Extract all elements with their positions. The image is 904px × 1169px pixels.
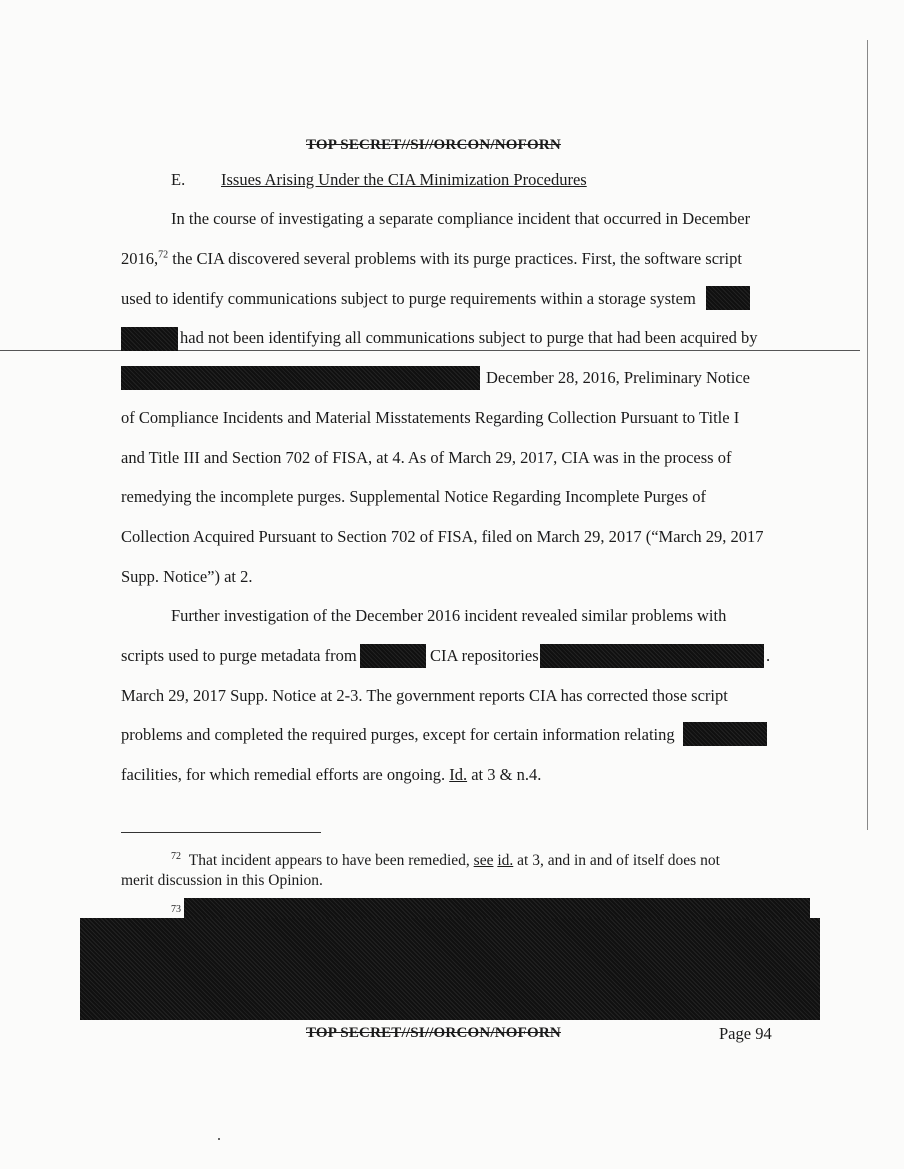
citation-id: Id. <box>449 765 468 784</box>
redaction-box <box>540 644 764 668</box>
scan-margin-line <box>867 40 868 830</box>
redaction-box <box>706 286 750 310</box>
body-line-4: had not been identifying all communications subject to purge that had been acquired by <box>180 328 758 347</box>
body-line-12b: CIA repositories <box>430 646 539 665</box>
body-line-12c: . <box>766 646 771 665</box>
body-text: at 3 & n.4. <box>467 765 542 784</box>
redaction-box <box>121 327 178 351</box>
body-line-1: In the course of investigating a separate compliance incident that occurred in December <box>171 209 751 228</box>
citation-see: see <box>473 852 494 870</box>
footer-classification: TOP SECRET//SI//ORCON/NOFORN <box>306 1025 561 1041</box>
footnote-72-line-2: merit discussion in this Opinion. <box>121 872 323 889</box>
header-classification: TOP SECRET//SI//ORCON/NOFORN <box>306 137 561 153</box>
footnote-number-72: 72 <box>171 851 181 862</box>
body-line-15 <box>121 765 541 785</box>
body-text: facilities, for which remedial efforts are ongoing. <box>121 765 450 784</box>
body-text: the CIA discovered several problems with its purge practices. First, the software script <box>168 249 742 268</box>
body-line-14: problems and completed the required purges, except for certain information relating <box>121 725 675 744</box>
body-line-5: December 28, 2016, Preliminary Notice <box>486 368 750 387</box>
body-line-7: and Title III and Section 702 of FISA, at 4. As of March 29, 2017, CIA was in the process of <box>121 448 732 467</box>
redaction-box <box>683 722 767 746</box>
page-number: Page 94 <box>719 1024 772 1043</box>
body-line-2 <box>121 249 742 269</box>
body-line-3: used to identify communications subject to purge requirements within a storage system <box>121 289 696 308</box>
footnote-separator <box>121 832 321 833</box>
body-line-11: Further investigation of the December 2016 incident revealed similar problems with <box>171 606 727 625</box>
body-line-9: Collection Acquired Pursuant to Section 702 of FISA, filed on March 29, 2017 (“March 29, 2017 <box>121 527 764 546</box>
citation-id: id. <box>497 852 514 870</box>
footnote-text: That incident appears to have been remedied, <box>188 852 474 870</box>
footnote-73-redaction <box>184 898 810 920</box>
body-line-10: Supp. Notice”) at 2. <box>121 567 253 586</box>
section-title: Issues Arising Under the CIA Minimization Procedures <box>221 170 587 189</box>
footnote-73-redaction <box>80 918 820 1020</box>
footnote-72-line-1 <box>171 851 720 870</box>
footnote-number-73: 73 <box>171 904 181 915</box>
body-line-8: remedying the incomplete purges. Supplemental Notice Regarding Incomplete Purges of <box>121 487 706 506</box>
scan-speck <box>218 1138 220 1140</box>
body-line-6: of Compliance Incidents and Material Misstatements Regarding Collection Pursuant to Title I <box>121 408 740 427</box>
footnote-text: at 3, and in and of itself does not <box>513 852 720 870</box>
redaction-box <box>360 644 426 668</box>
body-line-12a: scripts used to purge metadata from <box>121 646 357 665</box>
body-text: 2016, <box>121 249 159 268</box>
footnote-ref-72: 72 <box>158 249 169 261</box>
redaction-box <box>121 366 480 390</box>
body-line-13: March 29, 2017 Supp. Notice at 2-3. The government reports CIA has corrected those script <box>121 686 728 705</box>
section-letter: E. <box>171 170 186 189</box>
